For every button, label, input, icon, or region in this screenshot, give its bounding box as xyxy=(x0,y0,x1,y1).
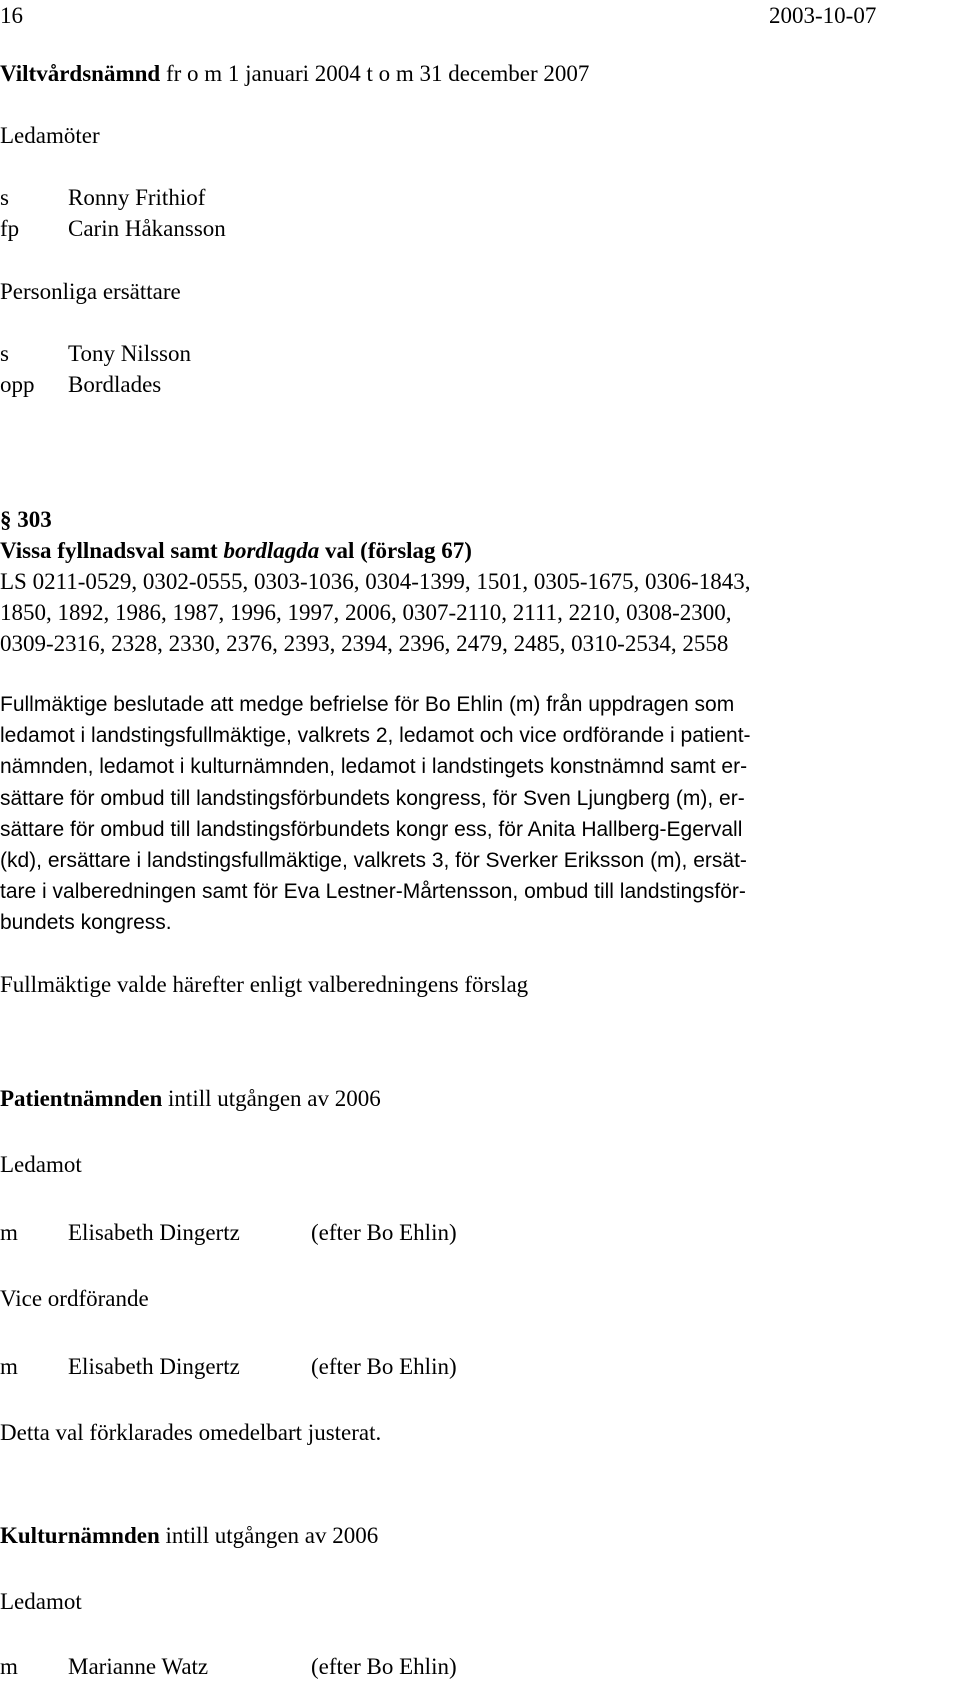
member-name: Tony Nilsson xyxy=(68,341,191,366)
member-name: Elisabeth Dingertz xyxy=(68,1220,240,1245)
party: m xyxy=(0,1220,18,1245)
member-name: Elisabeth Dingertz xyxy=(68,1354,240,1379)
reference-line: 0309-2316, 2328, 2330, 2376, 2393, 2394, 2396, 2479, 2485, 0310-2534, 2558 xyxy=(0,631,729,656)
reference-line: LS 0211-0529, 0302-0555, 0303-1036, 0304-1399, 1501, 0305-1675, 0306-1843, xyxy=(0,569,751,594)
replacement-note: (efter Bo Ehlin) xyxy=(311,1220,457,1245)
ledamot-label: Ledamot xyxy=(0,1152,82,1177)
party: fp xyxy=(0,216,20,241)
body-line: sättare för ombud till landstingsförbundets kongr ess, för Anita Hallberg-Egervall xyxy=(0,818,743,841)
viltvard-title: Viltvårdsnämnd xyxy=(0,61,161,86)
viltvard-period: fr o m 1 januari 2004 t o m 31 december 2007 xyxy=(160,61,590,86)
patientnamnden-period: intill utgången av 2006 xyxy=(162,1086,381,1111)
kulturnamnden-period: intill utgången av 2006 xyxy=(159,1523,379,1548)
member-name: Ronny Frithiof xyxy=(68,185,206,210)
valde-statement: Fullmäktige valde härefter enligt valberedningens förslag xyxy=(0,972,529,997)
ledamot-label: Ledamot xyxy=(0,1589,82,1614)
member-name: Carin Håkansson xyxy=(68,216,226,241)
body-line: ledamot i landstingsfullmäktige, valkrets 2, ledamot och vice ordförande i patient- xyxy=(0,724,751,747)
party: s xyxy=(0,341,9,366)
section-title-part: Vissa fyllnadsval samt xyxy=(0,538,224,563)
justerat-statement: Detta val förklarades omedelbart justerat. xyxy=(0,1420,382,1445)
viltvard-heading xyxy=(0,60,589,88)
party: m xyxy=(0,1654,18,1679)
body-line: Fullmäktige beslutade att medge befrielse för Bo Ehlin (m) från uppdragen som xyxy=(0,693,735,716)
document-date: 2003-10-07 xyxy=(769,3,877,28)
patientnamnden-title: Patientnämnden xyxy=(0,1086,163,1111)
vice-ordforande-label: Vice ordförande xyxy=(0,1286,149,1311)
section-number: § 303 xyxy=(0,507,52,532)
section-title-italic: bordlagda xyxy=(223,538,320,563)
body-line: tare i valberedningen samt för Eva Lestner-Mårtensson, ombud till landstingsför- xyxy=(0,880,746,903)
reference-line: 1850, 1892, 1986, 1987, 1996, 1997, 2006, 0307-2110, 2111, 2210, 0308-2300, xyxy=(0,600,732,625)
party: s xyxy=(0,185,9,210)
ersattare-label: Personliga ersättare xyxy=(0,279,181,304)
ledamoter-label: Ledamöter xyxy=(0,123,100,148)
party: opp xyxy=(0,372,35,397)
page-number: 16 xyxy=(0,3,23,28)
patientnamnden-heading xyxy=(0,1085,381,1113)
replacement-note: (efter Bo Ehlin) xyxy=(311,1354,457,1379)
body-line: (kd), ersättare i landstingsfullmäktige, valkrets 3, för Sverker Eriksson (m), ersät- xyxy=(0,849,747,872)
member-name: Marianne Watz xyxy=(68,1654,209,1679)
section-title xyxy=(0,537,472,565)
member-name: Bordlades xyxy=(68,372,162,397)
body-line: bundets kongress. xyxy=(0,911,172,934)
section-title-part: val (förslag 67) xyxy=(319,538,472,563)
body-line: nämnden, ledamot i kulturnämnden, ledamot i landstingets konstnämnd samt er- xyxy=(0,755,748,778)
body-line: sättare för ombud till landstingsförbundets kongress, för Sven Ljungberg (m), er- xyxy=(0,787,745,810)
kulturnamnden-title: Kulturnämnden xyxy=(0,1523,160,1548)
kulturnamnden-heading xyxy=(0,1522,378,1550)
replacement-note: (efter Bo Ehlin) xyxy=(311,1654,457,1679)
party: m xyxy=(0,1354,18,1379)
